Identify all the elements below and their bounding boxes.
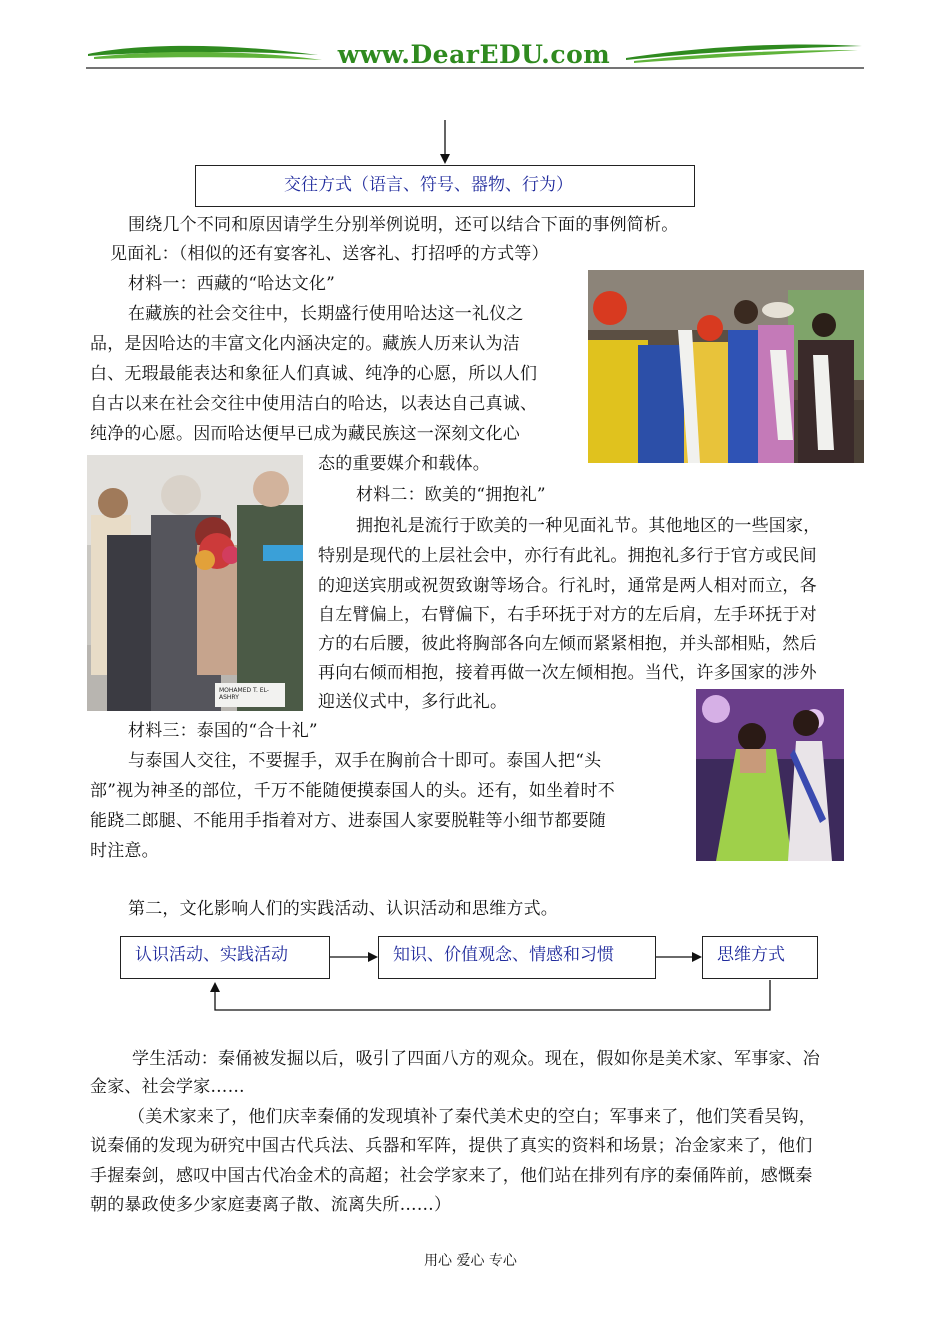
material1-line: 纯净的心愿。因而哈达便早已成为藏民族这一深刻文化心 <box>90 424 520 444</box>
material2-line: 方的右后腰，彼此将胸部各向左倾而紧紧相抱，并头部相贴，然后 <box>318 634 817 654</box>
material3-line: 部”视为神圣的部位，千万不能随便摸泰国人的头。还有，如坐着时不 <box>90 781 615 801</box>
material3-line: 与泰国人交往，不要握手，双手在胸前合十即可。泰国人把“头 <box>128 751 602 771</box>
flow-box-thinking-text: 思维方式 <box>717 945 785 965</box>
activity-line: 朝的暴政使多少家庭妻离子散、流离失所……） <box>90 1195 452 1215</box>
communication-mode-box <box>195 165 695 207</box>
communication-mode-text: 交往方式（语言、符号、器物、行为） <box>284 175 573 195</box>
material2-line: 的迎送宾朋或祝贺致谢等场合。行礼时，通常是两人相对而立，各 <box>318 576 817 596</box>
intro-line-2: 见面礼：（相似的还有宴客礼、送客礼、打招呼的方式等） <box>110 244 549 264</box>
flow-arrows <box>110 930 830 1020</box>
material1-line: 态的重要媒介和载体。 <box>318 454 490 474</box>
flow-box-knowledge-text: 知识、价值观念、情感和习惯 <box>393 945 614 965</box>
site-logo: www.DearEDU.com <box>337 40 611 69</box>
up-arrow-icon <box>210 982 220 992</box>
thai-greeting-photo <box>696 689 844 861</box>
material1-line: 在藏族的社会交往中，长期盛行使用哈达这一礼仪之 <box>128 304 524 324</box>
hug-ceremony-photo <box>87 455 303 711</box>
speaker-nameplate: MOHAMED T. EL-ASHRY <box>219 687 269 701</box>
material2-line: 特别是现代的上层社会中，亦行有此礼。拥抱礼多行于官方或民间 <box>318 546 817 566</box>
material2-line: 迎送仪式中，多行此礼。 <box>318 692 508 712</box>
material1-line: 白、无瑕最能表达和象征人们真诚、纯净的心愿，所以人们 <box>90 364 538 384</box>
flow-box-activities-text: 认识活动、实践活动 <box>135 945 288 965</box>
header <box>86 38 864 72</box>
right-arrow-icon <box>692 952 702 962</box>
material2-line: 再向右倾而相抱，接着再做一次左倾相抱。当代，许多国家的涉外 <box>318 663 817 683</box>
activity-line: 学生活动：秦俑被发掘以后，吸引了四面八方的观众。现在，假如你是美术家、军事家、冶 <box>132 1049 820 1069</box>
material3-line: 能跷二郎腿、不能用手指着对方、进泰国人家要脱鞋等小细节都要随 <box>90 811 606 831</box>
tibetan-hada-photo <box>588 270 864 463</box>
intro-line-1: 围绕几个不同和原因请学生分别举例说明，还可以结合下面的事例简析。 <box>128 215 679 235</box>
material1-line: 自古以来在社会交往中使用洁白的哈达，以表达自己真诚、 <box>90 394 538 414</box>
material1-title: 材料一：西藏的“哈达文化” <box>128 274 335 294</box>
activity-line: 金家、社会学家…… <box>90 1077 245 1097</box>
right-arrow-icon <box>368 952 378 962</box>
page-footer: 用心 爱心 专心 <box>424 1253 517 1269</box>
activity-line: （美术家来了，他们庆幸秦俑的发现填补了秦代美术史的空白；军事来了，他们笑看吴钩， <box>128 1107 816 1127</box>
material3-line: 时注意。 <box>90 841 159 861</box>
material1-line: 品，是因哈达的丰富文化内涵决定的。藏族人历来认为洁 <box>90 334 520 354</box>
activity-line: 手握秦剑，感叹中国古代冶金术的高超；社会学家来了，他们站在排列有序的秦俑阵前，感慨秦 <box>90 1166 813 1186</box>
material3-title: 材料三：泰国的“合十礼” <box>128 721 318 741</box>
material2-line: 自左臂偏上，右臂偏下，右手环抚于对方的左后肩，左手环抚于对 <box>318 605 817 625</box>
down-arrow-icon <box>435 120 455 166</box>
material2-title: 材料二：欧美的“拥抱礼” <box>356 485 546 505</box>
material2-line: 拥抱礼是流行于欧美的一种见面礼节。其他地区的一些国家， <box>356 516 821 536</box>
activity-line: 说秦俑的发现为研究中国古代兵法、兵器和军阵，提供了真实的资料和场景；冶金家来了，他们 <box>90 1136 813 1156</box>
section2-heading: 第二，文化影响人们的实践活动、认识活动和思维方式。 <box>128 899 558 919</box>
